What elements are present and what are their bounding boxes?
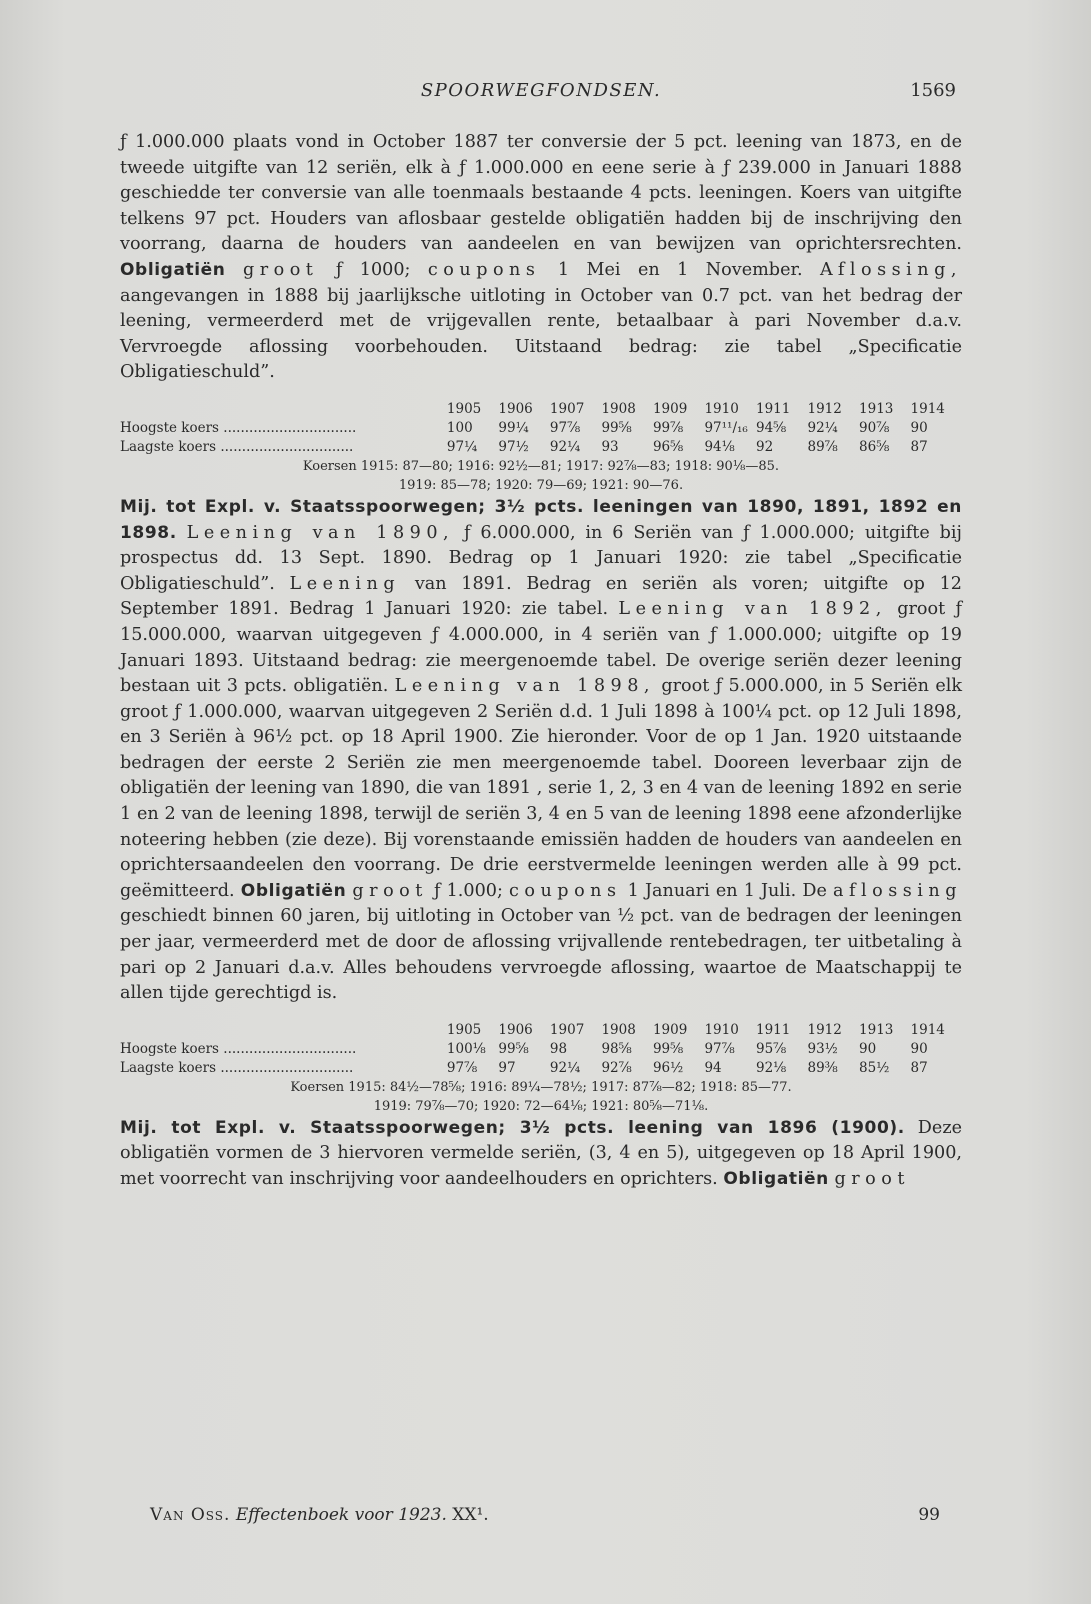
paragraph-text: groot ƒ 5.000.000, in 5 Seriën elk groot ƒ 1.000.000, waarvan uitgegeven 2 Seriën d.d. 1 Juli 1898 à 100¼ pct. op 12 Juli 1898, en 3 Seriën à 96½ pct. op 18 April 1900. Zie hieronder. Voor de op 1 Jan. 1920 uitstaande bedragen der eerste 2 Seriën zie men meergenoemde tabel. Dooreen leverbaar zijn de obligatiën der leening van 1890, die van 1891 , serie 1, 2, 3 en 4 van de leening 1892 en serie 1 en 2 van de leening 1898, terwijl de seriën 3, 4 en 5 van de leening 1898 eene afzonderlijke noteering hebben (zie deze). Bij vorenstaande emissiën hadden de houders van aandeelen en oprichtersaandeelen den voorrang. De drie eerstvermelde leeningen werden alle à 99 pct. geëmitteerd. [120,676,963,901]
value-cell: 97¼ [446,438,478,455]
year-cell: 1908 [601,1021,636,1038]
section-heading: Mij. tot Expl. v. Staatsspoorwegen; 3½ pcts. leening van 1896 (1900). [120,1117,905,1138]
year-cell: 1913 [859,1021,894,1038]
value-cell: 99⅞ [652,419,684,436]
value-cell: 85½ [859,1059,890,1076]
paragraph-text: geschiedt binnen 60 jaren, bij uitloting in October van ½ pct. van de bedragen der leeningen per jaar, vermeerderd met de door de aflossing vrijvallende rentebedragen, ter uitbetaling à pari op 2 Januari d.a.v. Alles behoudens vervroegde aflossing, waartoe de Maatschappij te allen tijde gerechtigd is. [120,906,962,1004]
value-cell: 92¼ [549,1059,581,1076]
row-label: Hoogste koers ............................... [120,1040,357,1057]
spaced-term: groot [242,259,319,280]
table-row-low [120,1059,962,1078]
spaced-term: Leening van 1892, [618,599,887,620]
value-cell: 90 [910,419,928,436]
bold-term-obligatien: Obligatiën [723,1169,829,1189]
paragraph-text: groot ƒ 15.000.000, waarvan uitgegeven ƒ 4.000.000, in 4 seriën van ƒ 1.000.000; uitgifte op 19 Januari 1893. Uitstaand bedrag: zie meergenoemde tabel. De overige seriën dezer leening bestaan uit 3 pcts. obligatiën. [120,599,963,697]
paragraph-text: ƒ 1.000.000 plaats vond in October 1887 ter conversie der 5 pct. leening van 1873, en de tweede uitgifte van 12 seriën, elk à ƒ 1.000.000 en eene serie à ƒ 239.000 in Januari 1888 geschiedde ter conversie van alle toenmaals bestaande 4 pcts. leeningen. Koers van uitgifte telkens 97 pct. Houders van aflosbaar gestelde obligatiën hadden bij de inschrijving den voorrang, daarna de houders van aandeelen en van bewijzen van oprichtersrechten. [120,132,962,255]
year-cell: 1908 [601,400,636,417]
page-footer [150,1505,940,1531]
year-cell: 1907 [549,400,585,417]
year-cell: 1906 [498,400,533,417]
value-cell: 90 [859,1040,877,1057]
value-cell: 99⅝ [652,1040,684,1057]
table-row-low [120,438,962,457]
value-cell: 94⅝ [755,419,787,436]
paragraph-text: aangevangen in 1888 bij jaarlijksche uitloting in October van 0.7 pct. van het bedrag der leening, vermeerderd met de vrijgevallen rente, betaalbaar à pari November d.a.v. Vervroegde aflossing voorbehouden. Uitstaand bedrag: zie tabel „Specificatie Obligatieschuld”. [120,285,962,383]
value-cell: 86⅝ [859,438,890,455]
paragraph-text: ƒ 1.000; [433,880,503,901]
value-cell: 98 [549,1040,568,1057]
table-note: 1919: 79⅞—70; 1920: 72—64⅛; 1921: 80⅝—71⅛. [373,1098,709,1114]
value-cell: 98⅝ [601,1040,632,1057]
paragraph-text: ƒ 1000; [335,259,411,280]
year-cell: 1911 [755,1021,791,1038]
value-cell: 96½ [652,1059,684,1076]
spaced-term: Leening [289,573,401,594]
value-cell: 94⅛ [704,438,735,455]
section-heading: Mij. tot Expl. v. Staatsspoorwegen; 3½ pcts. leeningen van 1890, 1891, 1892 en 1898. [120,496,962,543]
bold-term-obligatien: Obligatiën [240,880,347,901]
page-number: 1569 [910,80,956,101]
paragraph-text: 1 Januari en 1 Juli. De [627,880,827,901]
value-cell: 95⅞ [755,1040,787,1057]
year-cell: 1905 [446,1021,482,1038]
year-cell: 1910 [704,400,739,417]
year-cell: 1913 [859,400,894,417]
running-header [120,80,962,108]
price-table-1 [120,400,962,495]
value-cell: 93½ [807,1040,838,1057]
value-cell: 97 [498,1059,516,1076]
table-row-high [120,419,962,438]
row-label: Hoogste koers ............................... [120,419,357,436]
year-cell: 1912 [807,1021,842,1038]
spaced-term: coupons [427,259,541,280]
paragraph-bonds-continuation [120,130,962,386]
value-cell: 97⅞ [446,1059,478,1076]
year-cell: 1909 [652,1021,688,1038]
table-header-row [120,1021,962,1040]
year-cell: 1914 [910,1021,945,1038]
footer-book: Effectenboek voor 1923. [235,1505,447,1525]
value-cell: 94 [704,1059,722,1076]
bold-term-obligatien: Obligatiën [120,259,226,280]
spaced-term: Leening van 1890, [186,522,455,543]
value-cell: 99⅝ [601,419,632,436]
value-cell: 92⅛ [755,1059,787,1076]
value-cell: 99¼ [498,419,529,436]
value-cell: 90 [910,1040,928,1057]
footer-volume: XX¹. [452,1505,489,1525]
year-cell: 1907 [549,1021,585,1038]
value-cell: 100 [446,419,473,436]
table-note: 1919: 85—78; 1920: 79—69; 1921: 90—76. [398,477,684,493]
value-cell: 92¼ [807,419,838,436]
table-note: Koersen 1915: 87—80; 1916: 92½—81; 1917: 92⅞—83; 1918: 90⅛—85. [302,458,780,474]
spaced-term: aflossing [833,880,963,901]
page-body [120,130,962,1193]
row-label: Laagste koers ............................... [120,438,354,455]
paragraph-text: Deze obligatiën vormen de 3 hiervoren vermelde seriën, (3, 4 en 5), uitgegeven op 18 April 1900, met voorrecht van inschrijving voor aandeelhouders en oprichters. [120,1117,962,1189]
price-table-2 [120,1021,962,1116]
value-cell: 97¹¹/₁₆ [704,419,748,436]
value-cell: 96⅝ [652,438,684,455]
table-header-row [120,400,962,419]
year-cell: 1906 [498,1021,533,1038]
value-cell: 89⅜ [807,1059,838,1076]
footer-author: Van Oss. [150,1505,231,1525]
year-cell: 1914 [910,400,945,417]
paragraph-loans-1890-1898 [120,495,962,1007]
value-cell: 90⅞ [859,419,890,436]
paragraph-text: 1 Mei en 1 November. [557,259,803,280]
spaced-term: coupons [509,880,622,901]
year-cell: 1909 [652,400,688,417]
table-note: Koersen 1915: 84½—78⅝; 1916: 89¼—78½; 1917: 87⅞—82; 1918: 85—77. [290,1079,792,1095]
footer-signature: 99 [918,1505,940,1525]
year-cell: 1911 [755,400,791,417]
year-cell: 1912 [807,400,842,417]
paragraph-loan-1896 [120,1116,962,1193]
header-title: SPOORWEGFONDSEN. [420,80,662,101]
year-cell: 1910 [704,1021,739,1038]
footer-citation [150,1505,489,1525]
value-cell: 87 [910,1059,928,1076]
value-cell: 100⅛ [446,1040,486,1057]
value-cell: 93 [601,438,619,455]
value-cell: 97⅞ [704,1040,735,1057]
table-row-high [120,1040,962,1059]
value-cell: 92¼ [549,438,581,455]
value-cell: 97⅞ [549,419,581,436]
value-cell: 89⅞ [807,438,838,455]
spaced-term: groot [352,880,428,901]
paragraph-text: van 1891. Bedrag en seriën als voren; uitgifte op 12 September 1891. Bedrag 1 Januari 1920: zie tabel. [120,573,963,620]
spaced-term: groot [834,1169,910,1189]
value-cell: 97½ [498,438,529,455]
row-label: Laagste koers ............................... [120,1059,354,1076]
value-cell: 87 [910,438,928,455]
spaced-term: Leening van 1898, [394,676,656,697]
value-cell: 99⅝ [498,1040,529,1057]
year-cell: 1905 [446,400,482,417]
value-cell: 92⅞ [601,1059,632,1076]
spaced-term: Aflossing, [820,259,962,280]
value-cell: 92 [755,438,774,455]
paragraph-text: ƒ 6.000.000, in 6 Seriën van ƒ 1.000.000; uitgifte bij prospectus dd. 13 Sept. 1890. Bedrag op 1 Januari 1920: zie tabel „Specificatie Obligatieschuld”. [120,522,963,594]
